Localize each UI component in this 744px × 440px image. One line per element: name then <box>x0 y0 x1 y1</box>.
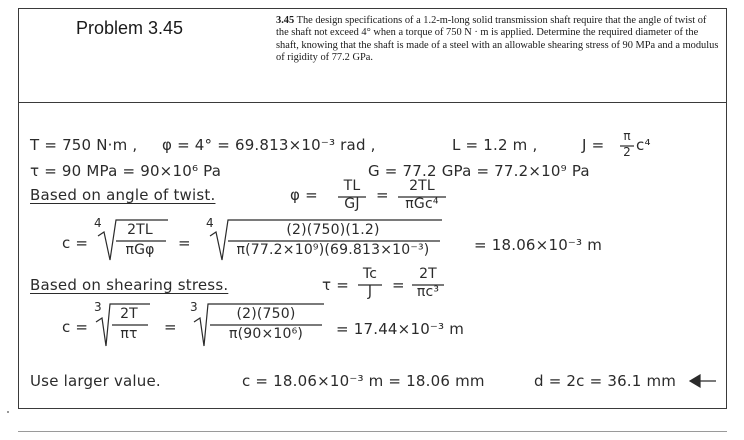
twist-root-index-2: 4 <box>206 216 214 230</box>
conclusion-d-value: d = 2c = 36.1 mm <box>534 372 677 390</box>
stress-f2-num: 2T <box>419 266 437 282</box>
stress-tau-lhs: τ = <box>322 276 349 294</box>
polar-moment-lhs: J = <box>582 136 605 154</box>
stress-r2-den: π(90×10⁶) <box>228 326 304 342</box>
answer-arrow-icon <box>690 375 716 387</box>
twist-f1-den: GJ <box>344 196 360 212</box>
polar-moment-tail: c⁴ <box>636 136 651 154</box>
stress-root-index: 3 <box>94 300 102 314</box>
twist-f2-num: 2TL <box>409 178 435 194</box>
stress-heading: Based on shearing stress. <box>30 276 229 294</box>
stress-root-index-2: 3 <box>190 300 198 314</box>
twist-phi-lhs: φ = <box>290 186 318 204</box>
twist-r2-den: π(77.2×10⁹)(69.813×10⁻³) <box>236 242 430 258</box>
polar-frac-den: 2 <box>623 145 631 159</box>
twist-f1-num: TL <box>343 178 361 194</box>
stress-r2-num: (2)(750) <box>236 306 296 322</box>
problem-text: The design specifications of a 1.2-m-long solid transmission shaft require that the angle of twist of the shaft not exceed 4° when a torque of 750 N · m is applied. Determine the required diameter of the shaft, knowing that the shaft is made of a steel with an allowable shearing stress of 90 MPa and a modulus of rigidity of 77.2 GPa. <box>276 15 719 64</box>
given-shear-stress: τ = 90 MPa = 90×10⁶ Pa <box>30 162 222 180</box>
conclusion-c-value: c = 18.06×10⁻³ m = 18.06 mm <box>242 372 485 390</box>
conclusion-label: Use larger value. <box>30 372 161 390</box>
twist-equals: = <box>376 186 389 204</box>
stress-r1-den: πτ <box>120 326 138 342</box>
twist-result: = 18.06×10⁻³ m <box>474 236 603 254</box>
stress-result: = 17.44×10⁻³ m <box>336 320 465 338</box>
twist-r1-den: πGφ <box>125 242 155 258</box>
stress-f1-den: J <box>367 284 373 300</box>
twist-root-index: 4 <box>94 216 102 230</box>
stress-f1-num: Tc <box>362 266 378 282</box>
twist-root-equals: = <box>178 234 191 252</box>
problem-title: Problem 3.45 <box>76 18 184 38</box>
twist-radical-1 <box>98 220 168 260</box>
given-modulus: G = 77.2 GPa = 77.2×10⁹ Pa <box>368 162 590 180</box>
stress-r1-num: 2T <box>120 306 138 322</box>
given-twist-angle: φ = 4° = 69.813×10⁻³ rad , <box>162 136 376 154</box>
stress-c-lhs: c = <box>62 318 89 336</box>
given-torque: T = 750 N·m , <box>30 136 138 154</box>
stress-f2-den: πc³ <box>416 284 440 300</box>
twist-radical-2 <box>210 220 442 260</box>
twist-r2-num: (2)(750)(1.2) <box>286 222 380 238</box>
twist-f2-den: πGc⁴ <box>405 196 439 212</box>
twist-r1-num: 2TL <box>127 222 153 238</box>
given-length: L = 1.2 m , <box>452 136 538 154</box>
twist-heading: Based on angle of twist. <box>30 186 216 204</box>
twist-c-lhs: c = <box>62 234 89 252</box>
problem-number: 3.45 <box>276 15 295 26</box>
stress-equals: = <box>392 276 405 294</box>
stress-root-equals: = <box>164 318 177 336</box>
polar-frac-num: π <box>623 129 631 143</box>
